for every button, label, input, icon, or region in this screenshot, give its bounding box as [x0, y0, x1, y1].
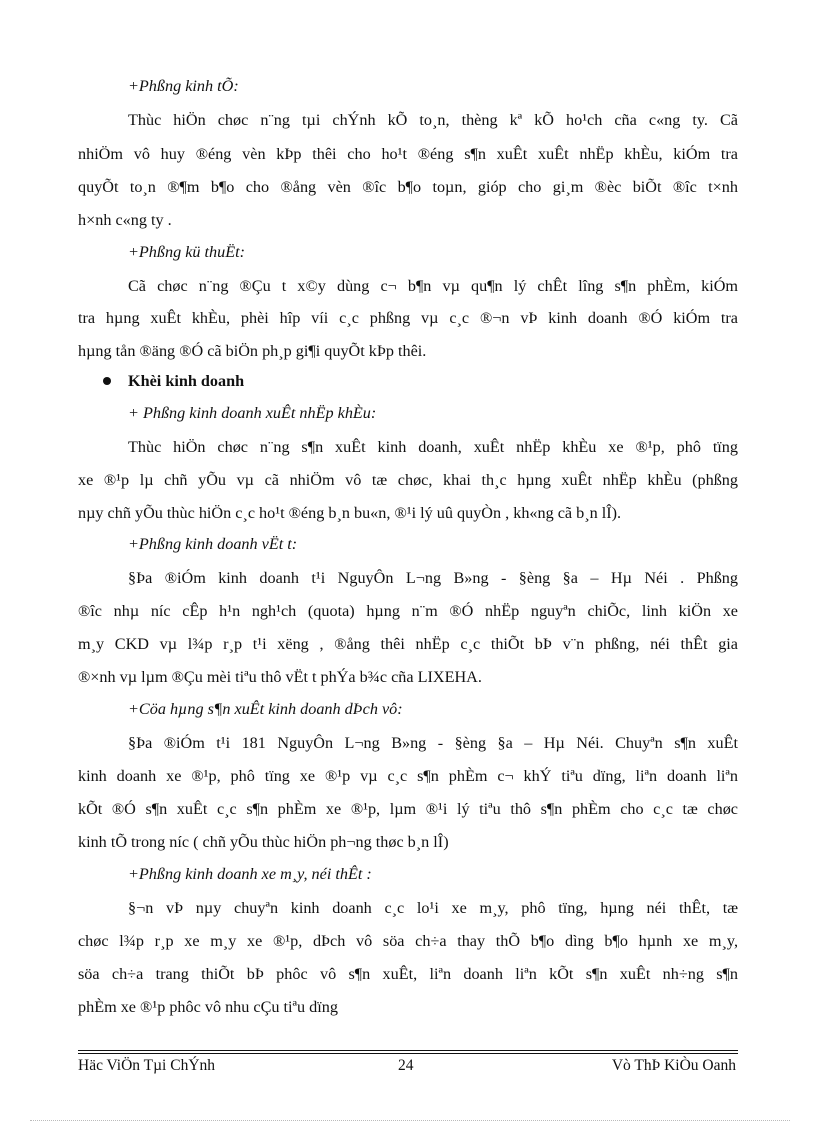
paragraph-line: nhiÖm vô huy ®éng vèn kÞp thêi cho ho¹t ®éng s¶n xuÊt xuÊt nhËp khÈu, kiÓm tra — [78, 145, 738, 163]
bullet-heading: Khèi kinh doanh — [128, 372, 245, 390]
footer-institution: Häc ViÖn Tµi ChÝnh — [78, 1057, 216, 1074]
footer-page-number: 24 — [398, 1057, 414, 1074]
section-heading-ketoan: +Phßng kinh tÕ: — [128, 77, 239, 95]
paragraph-line: h×nh c«ng ty . — [78, 211, 172, 229]
paragraph-line: §¬n vÞ nµy chuyªn kinh doanh c¸c lo¹i xe m¸y, phô tïng, hµng néi thÊt, tæ — [128, 899, 738, 917]
paragraph-line: ®×nh vµ lµm ®Çu mèi tiªu thô vËt t phÝa b¾c cña LIXEHA. — [78, 668, 482, 686]
section-heading-xnk: + Phßng kinh doanh xuÊt nhËp khÈu: — [128, 404, 377, 422]
paragraph-line: ®îc nhµ níc cÊp h¹n ngh¹ch (quota) hµng n¨m ®Ó nhËp nguyªn chiÕc, linh kiÖn xe — [78, 602, 738, 620]
paragraph-line: §Þa ®iÓm t¹i 181 NguyÔn L¬ng B»ng - §èng §a – Hµ Néi. Chuyªn s¶n xuÊt — [128, 734, 738, 752]
paragraph-line: hµng tån ®äng ®Ó cã biÖn ph¸p gi¶i quyÕt kÞp thêi. — [78, 342, 427, 360]
paragraph-line: kÕt ®Ó s¶n xuÊt c¸c s¶n phÈm xe ®¹p, lµm ®¹i lý tiªu thô s¶n phÈm cho c¸c tæ chøc — [78, 800, 738, 818]
page-bottom-edge — [30, 1120, 790, 1121]
paragraph-line: kinh doanh xe ®¹p, phô tïng xe ®¹p vµ c¸c s¶n phÈm c¬ khÝ tiªu dïng, liªn doanh liªn — [78, 767, 738, 785]
paragraph-line: phÈm xe ®¹p phôc vô nhu cÇu tiªu dïng — [78, 998, 338, 1016]
paragraph-line: §Þa ®iÓm kinh doanh t¹i NguyÔn L¬ng B»ng - §èng §a – Hµ Néi . Phßng — [128, 569, 738, 587]
paragraph-line: Thùc hiÖn chøc n¨ng tµi chÝnh kÕ to¸n, thèng kª kÕ ho¹ch cña c«ng ty. Cã — [128, 111, 738, 129]
footer-rule-bottom — [78, 1053, 738, 1054]
paragraph-line: kinh tÕ trong níc ( chñ yÕu thùc hiÖn ph¬ng thøc b¸n lÎ) — [78, 833, 449, 851]
paragraph-line: m¸y CKD vµ l¾p r¸p t¹i xëng , ®ång thêi nhËp c¸c thiÕt bÞ v¨n phßng, néi thÊt gia — [78, 635, 738, 653]
section-heading-cuahang: +Cöa hµng s¶n xuÊt kinh doanh dÞch vô: — [128, 700, 403, 718]
paragraph-line: nµy chñ yÕu thùc hiÖn c¸c ho¹t ®éng b¸n bu«n, ®¹i lý uû quyÒn , kh«ng cã b¸n lÎ). — [78, 504, 622, 522]
section-heading-xemay: +Phßng kinh doanh xe m¸y, néi thÊt : — [128, 865, 372, 883]
paragraph-line: tra hµng xuÊt khÈu, phèi hîp víi c¸c phßng vµ c¸c ®¬n vÞ kinh doanh ®Ó kiÓm tra — [78, 309, 738, 327]
footer-author: Vò ThÞ KiÒu Oanh — [611, 1057, 736, 1074]
footer-rule-top — [78, 1050, 738, 1051]
paragraph-line: chøc l¾p r¸p xe m¸y xe ®¹p, dÞch vô söa ch÷a thay thÕ b¶o dìng b¶o hµnh xe m¸y, — [78, 932, 738, 950]
paragraph-line: quyÕt to¸n ®¶m b¶o cho ®ång vèn ®îc b¶o toµn, gióp cho gi¸m ®èc biÕt ®îc t×nh — [78, 178, 738, 196]
paragraph-line: Thùc hiÖn chøc n¨ng s¶n xuÊt kinh doanh, xuÊt nhËp khÈu xe ®¹p, phô tïng — [128, 438, 738, 456]
paragraph-line: Cã chøc n¨ng ®Çu t x©y dùng c¬ b¶n vµ qu¶n lý chÊt lîng s¶n phÈm, kiÓm — [128, 277, 738, 295]
section-heading-vattu: +Phßng kinh doanh vËt t: — [128, 535, 298, 553]
paragraph-line: söa ch÷a trang thiÕt bÞ phôc vô s¶n xuÊt, liªn doanh liªn kÕt s¶n xuÊt nh÷ng s¶n — [78, 965, 738, 983]
paragraph-line: xe ®¹p lµ chñ yÕu vµ cã nhiÖm vô tæ chøc, khai th¸c hµng xuÊt nhËp khÈu (phßng — [78, 471, 738, 489]
section-heading-kythuat: +Phßng kü thuËt: — [128, 243, 246, 261]
bullet-icon — [103, 377, 111, 385]
